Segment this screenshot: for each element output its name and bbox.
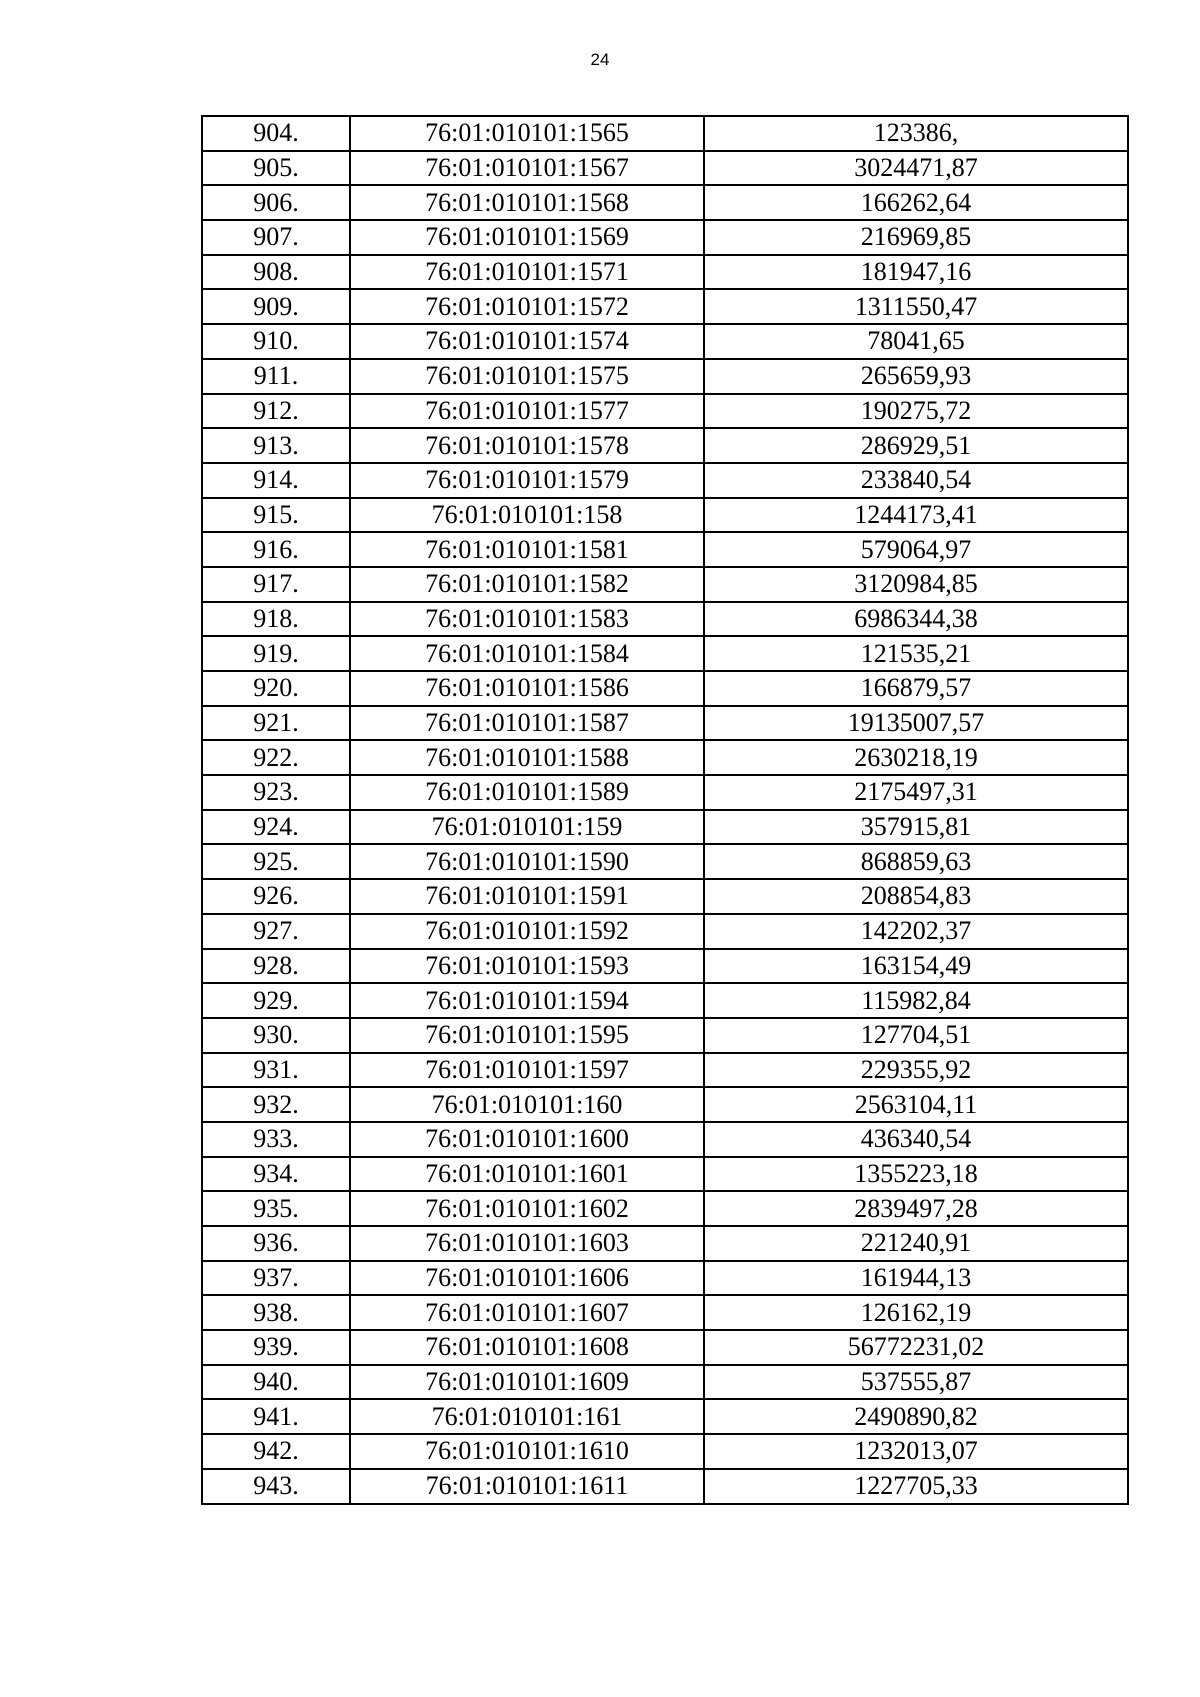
value-cell: 1355223,18 bbox=[704, 1157, 1128, 1192]
cadastral-number-cell: 76:01:010101:1609 bbox=[350, 1365, 704, 1400]
table-row bbox=[202, 1261, 1128, 1296]
row-number-cell: 930. bbox=[202, 1018, 350, 1053]
cadastral-number-cell: 76:01:010101:1602 bbox=[350, 1191, 704, 1226]
table-row bbox=[202, 602, 1128, 637]
cadastral-number-cell: 76:01:010101:1593 bbox=[350, 949, 704, 984]
cadastral-number-cell: 76:01:010101:1584 bbox=[350, 636, 704, 671]
value-cell: 6986344,38 bbox=[704, 602, 1128, 637]
row-number-cell: 918. bbox=[202, 602, 350, 637]
value-cell: 2630218,19 bbox=[704, 740, 1128, 775]
table-row bbox=[202, 740, 1128, 775]
value-cell: 126162,19 bbox=[704, 1295, 1128, 1330]
cadastral-number-cell: 76:01:010101:1569 bbox=[350, 220, 704, 255]
value-cell: 78041,65 bbox=[704, 324, 1128, 359]
value-cell: 123386, bbox=[704, 116, 1128, 151]
row-number-cell: 908. bbox=[202, 255, 350, 290]
table-row bbox=[202, 949, 1128, 984]
cadastral-number-cell: 76:01:010101:1591 bbox=[350, 879, 704, 914]
cadastral-number-cell: 76:01:010101:1578 bbox=[350, 428, 704, 463]
value-cell: 121535,21 bbox=[704, 636, 1128, 671]
table-row bbox=[202, 1469, 1128, 1504]
row-number-cell: 936. bbox=[202, 1226, 350, 1261]
table-row bbox=[202, 1191, 1128, 1226]
table-row bbox=[202, 1399, 1128, 1434]
cadastral-number-cell: 76:01:010101:1600 bbox=[350, 1122, 704, 1157]
table-row bbox=[202, 428, 1128, 463]
cadastral-number-cell: 76:01:010101:1601 bbox=[350, 1157, 704, 1192]
row-number-cell: 940. bbox=[202, 1365, 350, 1400]
cadastral-number-cell: 76:01:010101:1592 bbox=[350, 914, 704, 949]
table-row bbox=[202, 844, 1128, 879]
row-number-cell: 932. bbox=[202, 1087, 350, 1122]
value-cell: 1232013,07 bbox=[704, 1434, 1128, 1469]
row-number-cell: 910. bbox=[202, 324, 350, 359]
table-row bbox=[202, 394, 1128, 429]
cadastral-number-cell: 76:01:010101:1607 bbox=[350, 1295, 704, 1330]
cadastral-number-cell: 76:01:010101:1597 bbox=[350, 1053, 704, 1088]
table-row bbox=[202, 255, 1128, 290]
table-row bbox=[202, 810, 1128, 845]
value-cell: 208854,83 bbox=[704, 879, 1128, 914]
table-row bbox=[202, 220, 1128, 255]
table-row bbox=[202, 498, 1128, 533]
row-number-cell: 909. bbox=[202, 289, 350, 324]
row-number-cell: 920. bbox=[202, 671, 350, 706]
value-cell: 229355,92 bbox=[704, 1053, 1128, 1088]
row-number-cell: 921. bbox=[202, 706, 350, 741]
value-cell: 2175497,31 bbox=[704, 775, 1128, 810]
table-row bbox=[202, 1295, 1128, 1330]
value-cell: 3120984,85 bbox=[704, 567, 1128, 602]
table-row bbox=[202, 185, 1128, 220]
value-cell: 537555,87 bbox=[704, 1365, 1128, 1400]
page-number: 24 bbox=[590, 50, 610, 69]
cadastral-number-cell: 76:01:010101:1567 bbox=[350, 151, 704, 186]
value-cell: 579064,97 bbox=[704, 532, 1128, 567]
cadastral-number-cell: 76:01:010101:1565 bbox=[350, 116, 704, 151]
cadastral-number-cell: 76:01:010101:1583 bbox=[350, 602, 704, 637]
value-cell: 181947,16 bbox=[704, 255, 1128, 290]
row-number-cell: 917. bbox=[202, 567, 350, 602]
table-body bbox=[202, 116, 1128, 1504]
cadastral-number-cell: 76:01:010101:1590 bbox=[350, 844, 704, 879]
cadastral-number-cell: 76:01:010101:1603 bbox=[350, 1226, 704, 1261]
cadastral-number-cell: 76:01:010101:1606 bbox=[350, 1261, 704, 1296]
row-number-cell: 911. bbox=[202, 359, 350, 394]
row-number-cell: 916. bbox=[202, 532, 350, 567]
value-cell: 357915,81 bbox=[704, 810, 1128, 845]
table-row bbox=[202, 1053, 1128, 1088]
table-row bbox=[202, 1365, 1128, 1400]
row-number-cell: 904. bbox=[202, 116, 350, 151]
value-cell: 1311550,47 bbox=[704, 289, 1128, 324]
table-row bbox=[202, 1018, 1128, 1053]
row-number-cell: 914. bbox=[202, 463, 350, 498]
value-cell: 233840,54 bbox=[704, 463, 1128, 498]
row-number-cell: 926. bbox=[202, 879, 350, 914]
value-cell: 161944,13 bbox=[704, 1261, 1128, 1296]
table-row bbox=[202, 1330, 1128, 1365]
row-number-cell: 927. bbox=[202, 914, 350, 949]
table-row bbox=[202, 532, 1128, 567]
cadastral-number-cell: 76:01:010101:1589 bbox=[350, 775, 704, 810]
cadastral-number-cell: 76:01:010101:1582 bbox=[350, 567, 704, 602]
table-row bbox=[202, 567, 1128, 602]
row-number-cell: 925. bbox=[202, 844, 350, 879]
table-row bbox=[202, 359, 1128, 394]
row-number-cell: 938. bbox=[202, 1295, 350, 1330]
row-number-cell: 929. bbox=[202, 983, 350, 1018]
value-cell: 142202,37 bbox=[704, 914, 1128, 949]
value-cell: 163154,49 bbox=[704, 949, 1128, 984]
cadastral-number-cell: 76:01:010101:1574 bbox=[350, 324, 704, 359]
cadastral-number-cell: 76:01:010101:161 bbox=[350, 1399, 704, 1434]
row-number-cell: 934. bbox=[202, 1157, 350, 1192]
cadastral-number-cell: 76:01:010101:159 bbox=[350, 810, 704, 845]
cadastral-table bbox=[201, 115, 1129, 1505]
table-row bbox=[202, 1157, 1128, 1192]
value-cell: 1244173,41 bbox=[704, 498, 1128, 533]
cadastral-number-cell: 76:01:010101:1595 bbox=[350, 1018, 704, 1053]
row-number-cell: 933. bbox=[202, 1122, 350, 1157]
row-number-cell: 913. bbox=[202, 428, 350, 463]
row-number-cell: 943. bbox=[202, 1469, 350, 1504]
table-row bbox=[202, 1434, 1128, 1469]
row-number-cell: 941. bbox=[202, 1399, 350, 1434]
cadastral-number-cell: 76:01:010101:1577 bbox=[350, 394, 704, 429]
table-row bbox=[202, 116, 1128, 151]
value-cell: 868859,63 bbox=[704, 844, 1128, 879]
value-cell: 166879,57 bbox=[704, 671, 1128, 706]
value-cell: 265659,93 bbox=[704, 359, 1128, 394]
cadastral-number-cell: 76:01:010101:1568 bbox=[350, 185, 704, 220]
table-row bbox=[202, 1226, 1128, 1261]
value-cell: 1227705,33 bbox=[704, 1469, 1128, 1504]
cadastral-number-cell: 76:01:010101:1610 bbox=[350, 1434, 704, 1469]
table-row bbox=[202, 636, 1128, 671]
table-row bbox=[202, 151, 1128, 186]
row-number-cell: 928. bbox=[202, 949, 350, 984]
table-row bbox=[202, 324, 1128, 359]
table-row bbox=[202, 879, 1128, 914]
row-number-cell: 923. bbox=[202, 775, 350, 810]
cadastral-number-cell: 76:01:010101:1594 bbox=[350, 983, 704, 1018]
cadastral-number-cell: 76:01:010101:1587 bbox=[350, 706, 704, 741]
value-cell: 2490890,82 bbox=[704, 1399, 1128, 1434]
table-row bbox=[202, 706, 1128, 741]
value-cell: 56772231,02 bbox=[704, 1330, 1128, 1365]
row-number-cell: 931. bbox=[202, 1053, 350, 1088]
row-number-cell: 942. bbox=[202, 1434, 350, 1469]
table-row bbox=[202, 463, 1128, 498]
cadastral-number-cell: 76:01:010101:1586 bbox=[350, 671, 704, 706]
row-number-cell: 924. bbox=[202, 810, 350, 845]
value-cell: 221240,91 bbox=[704, 1226, 1128, 1261]
cadastral-number-cell: 76:01:010101:1571 bbox=[350, 255, 704, 290]
value-cell: 2563104,11 bbox=[704, 1087, 1128, 1122]
row-number-cell: 935. bbox=[202, 1191, 350, 1226]
cadastral-number-cell: 76:01:010101:1581 bbox=[350, 532, 704, 567]
value-cell: 166262,64 bbox=[704, 185, 1128, 220]
value-cell: 127704,51 bbox=[704, 1018, 1128, 1053]
value-cell: 3024471,87 bbox=[704, 151, 1128, 186]
row-number-cell: 906. bbox=[202, 185, 350, 220]
table-row bbox=[202, 775, 1128, 810]
row-number-cell: 939. bbox=[202, 1330, 350, 1365]
row-number-cell: 915. bbox=[202, 498, 350, 533]
row-number-cell: 937. bbox=[202, 1261, 350, 1296]
cadastral-number-cell: 76:01:010101:1575 bbox=[350, 359, 704, 394]
value-cell: 216969,85 bbox=[704, 220, 1128, 255]
table-row bbox=[202, 914, 1128, 949]
row-number-cell: 912. bbox=[202, 394, 350, 429]
table-row bbox=[202, 1122, 1128, 1157]
row-number-cell: 905. bbox=[202, 151, 350, 186]
table-row bbox=[202, 671, 1128, 706]
value-cell: 2839497,28 bbox=[704, 1191, 1128, 1226]
row-number-cell: 919. bbox=[202, 636, 350, 671]
value-cell: 115982,84 bbox=[704, 983, 1128, 1018]
table-row bbox=[202, 289, 1128, 324]
row-number-cell: 907. bbox=[202, 220, 350, 255]
value-cell: 436340,54 bbox=[704, 1122, 1128, 1157]
value-cell: 190275,72 bbox=[704, 394, 1128, 429]
cadastral-number-cell: 76:01:010101:1588 bbox=[350, 740, 704, 775]
cadastral-number-cell: 76:01:010101:160 bbox=[350, 1087, 704, 1122]
row-number-cell: 922. bbox=[202, 740, 350, 775]
cadastral-number-cell: 76:01:010101:158 bbox=[350, 498, 704, 533]
value-cell: 286929,51 bbox=[704, 428, 1128, 463]
table-row bbox=[202, 1087, 1128, 1122]
cadastral-number-cell: 76:01:010101:1572 bbox=[350, 289, 704, 324]
cadastral-number-cell: 76:01:010101:1579 bbox=[350, 463, 704, 498]
cadastral-number-cell: 76:01:010101:1608 bbox=[350, 1330, 704, 1365]
value-cell: 19135007,57 bbox=[704, 706, 1128, 741]
table-row bbox=[202, 983, 1128, 1018]
cadastral-number-cell: 76:01:010101:1611 bbox=[350, 1469, 704, 1504]
